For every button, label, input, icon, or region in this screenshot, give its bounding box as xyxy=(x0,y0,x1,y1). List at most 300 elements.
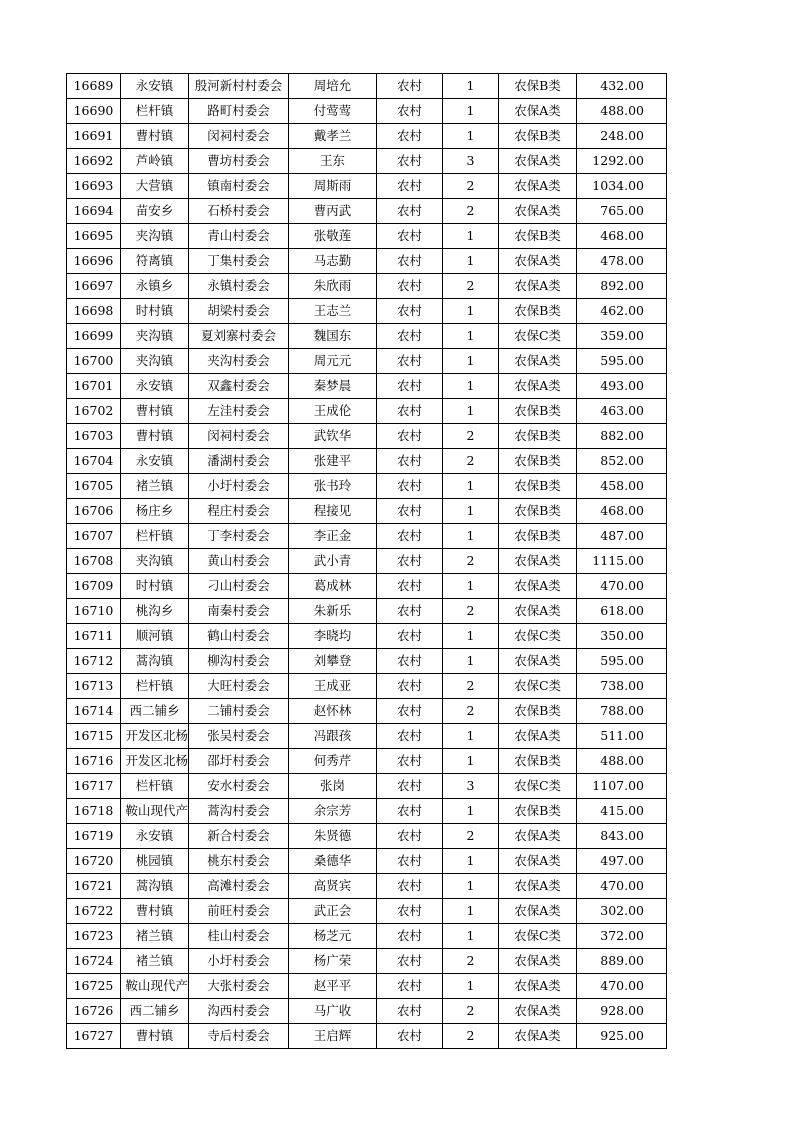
village-cell: 夏刘寨村委会 xyxy=(189,324,289,349)
category-cell: 农保A类 xyxy=(499,274,577,299)
town-cell: 西二铺乡 xyxy=(121,999,189,1024)
amount-cell: 882.00 xyxy=(577,424,667,449)
town-cell: 大营镇 xyxy=(121,174,189,199)
amount-cell: 738.00 xyxy=(577,674,667,699)
amount-cell: 372.00 xyxy=(577,924,667,949)
count-cell: 1 xyxy=(443,874,499,899)
category-cell: 农保A类 xyxy=(499,149,577,174)
type-cell: 农村 xyxy=(377,324,443,349)
amount-cell: 889.00 xyxy=(577,949,667,974)
id-cell: 16701 xyxy=(67,374,121,399)
amount-cell: 892.00 xyxy=(577,274,667,299)
type-cell: 农村 xyxy=(377,674,443,699)
amount-cell: 248.00 xyxy=(577,124,667,149)
category-cell: 农保B类 xyxy=(499,799,577,824)
category-cell: 农保C类 xyxy=(499,674,577,699)
table-row xyxy=(67,749,667,774)
town-cell: 夹沟镇 xyxy=(121,549,189,574)
town-cell: 夹沟镇 xyxy=(121,224,189,249)
category-cell: 农保B类 xyxy=(499,74,577,99)
amount-cell: 788.00 xyxy=(577,699,667,724)
name-cell: 冯跟孩 xyxy=(289,724,377,749)
count-cell: 1 xyxy=(443,74,499,99)
id-cell: 16710 xyxy=(67,599,121,624)
village-cell: 高滩村委会 xyxy=(189,874,289,899)
type-cell: 农村 xyxy=(377,424,443,449)
type-cell: 农村 xyxy=(377,599,443,624)
table-row xyxy=(67,774,667,799)
village-cell: 沟西村委会 xyxy=(189,999,289,1024)
count-cell: 1 xyxy=(443,974,499,999)
category-cell: 农保A类 xyxy=(499,99,577,124)
amount-cell: 928.00 xyxy=(577,999,667,1024)
category-cell: 农保B类 xyxy=(499,749,577,774)
amount-cell: 852.00 xyxy=(577,449,667,474)
id-cell: 16717 xyxy=(67,774,121,799)
name-cell: 杨广荣 xyxy=(289,949,377,974)
town-cell: 永安镇 xyxy=(121,824,189,849)
category-cell: 农保A类 xyxy=(499,999,577,1024)
name-cell: 武正会 xyxy=(289,899,377,924)
id-cell: 16694 xyxy=(67,199,121,224)
id-cell: 16711 xyxy=(67,624,121,649)
count-cell: 1 xyxy=(443,124,499,149)
type-cell: 农村 xyxy=(377,349,443,374)
type-cell: 农村 xyxy=(377,199,443,224)
category-cell: 农保A类 xyxy=(499,724,577,749)
village-cell: 曹坊村委会 xyxy=(189,149,289,174)
amount-cell: 1115.00 xyxy=(577,549,667,574)
category-cell: 农保B类 xyxy=(499,299,577,324)
village-cell: 黄山村委会 xyxy=(189,549,289,574)
village-cell: 小圩村委会 xyxy=(189,949,289,974)
name-cell: 武小青 xyxy=(289,549,377,574)
village-cell: 夹沟村委会 xyxy=(189,349,289,374)
id-cell: 16715 xyxy=(67,724,121,749)
table-row xyxy=(67,199,667,224)
town-cell: 褚兰镇 xyxy=(121,949,189,974)
village-cell: 新合村委会 xyxy=(189,824,289,849)
id-cell: 16689 xyxy=(67,74,121,99)
name-cell: 马志勤 xyxy=(289,249,377,274)
type-cell: 农村 xyxy=(377,649,443,674)
id-cell: 16700 xyxy=(67,349,121,374)
type-cell: 农村 xyxy=(377,1024,443,1049)
town-cell: 栏杆镇 xyxy=(121,674,189,699)
category-cell: 农保A类 xyxy=(499,899,577,924)
category-cell: 农保C类 xyxy=(499,624,577,649)
village-cell: 前旺村委会 xyxy=(189,899,289,924)
amount-cell: 462.00 xyxy=(577,299,667,324)
id-cell: 16698 xyxy=(67,299,121,324)
table-row xyxy=(67,574,667,599)
name-cell: 张敬莲 xyxy=(289,224,377,249)
type-cell: 农村 xyxy=(377,874,443,899)
town-cell: 苗安乡 xyxy=(121,199,189,224)
town-cell: 西二铺乡 xyxy=(121,699,189,724)
table-row xyxy=(67,549,667,574)
count-cell: 1 xyxy=(443,899,499,924)
town-cell: 蒿沟镇 xyxy=(121,649,189,674)
village-cell: 安水村委会 xyxy=(189,774,289,799)
village-cell: 胡梁村委会 xyxy=(189,299,289,324)
amount-cell: 1292.00 xyxy=(577,149,667,174)
type-cell: 农村 xyxy=(377,524,443,549)
name-cell: 周培允 xyxy=(289,74,377,99)
id-cell: 16712 xyxy=(67,649,121,674)
town-cell: 永镇乡 xyxy=(121,274,189,299)
count-cell: 1 xyxy=(443,649,499,674)
table-row xyxy=(67,324,667,349)
town-cell: 永安镇 xyxy=(121,374,189,399)
name-cell: 武钦华 xyxy=(289,424,377,449)
town-cell: 曹村镇 xyxy=(121,399,189,424)
count-cell: 2 xyxy=(443,449,499,474)
amount-cell: 618.00 xyxy=(577,599,667,624)
roster-table-body xyxy=(67,74,667,1049)
category-cell: 农保B类 xyxy=(499,499,577,524)
amount-cell: 765.00 xyxy=(577,199,667,224)
village-cell: 青山村委会 xyxy=(189,224,289,249)
name-cell: 王成伦 xyxy=(289,399,377,424)
count-cell: 1 xyxy=(443,724,499,749)
type-cell: 农村 xyxy=(377,299,443,324)
count-cell: 1 xyxy=(443,349,499,374)
town-cell: 开发区北杨 xyxy=(121,724,189,749)
village-cell: 南秦村委会 xyxy=(189,599,289,624)
count-cell: 1 xyxy=(443,99,499,124)
category-cell: 农保B类 xyxy=(499,424,577,449)
id-cell: 16691 xyxy=(67,124,121,149)
count-cell: 1 xyxy=(443,499,499,524)
category-cell: 农保C类 xyxy=(499,924,577,949)
town-cell: 时村镇 xyxy=(121,574,189,599)
id-cell: 16703 xyxy=(67,424,121,449)
id-cell: 16702 xyxy=(67,399,121,424)
type-cell: 农村 xyxy=(377,799,443,824)
type-cell: 农村 xyxy=(377,699,443,724)
name-cell: 李正金 xyxy=(289,524,377,549)
town-cell: 顺河镇 xyxy=(121,624,189,649)
id-cell: 16721 xyxy=(67,874,121,899)
amount-cell: 468.00 xyxy=(577,224,667,249)
amount-cell: 359.00 xyxy=(577,324,667,349)
amount-cell: 511.00 xyxy=(577,724,667,749)
name-cell: 王成亚 xyxy=(289,674,377,699)
amount-cell: 478.00 xyxy=(577,249,667,274)
amount-cell: 843.00 xyxy=(577,824,667,849)
amount-cell: 458.00 xyxy=(577,474,667,499)
table-row xyxy=(67,599,667,624)
category-cell: 农保A类 xyxy=(499,849,577,874)
name-cell: 张建平 xyxy=(289,449,377,474)
village-cell: 寺后村委会 xyxy=(189,1024,289,1049)
amount-cell: 470.00 xyxy=(577,974,667,999)
town-cell: 时村镇 xyxy=(121,299,189,324)
amount-cell: 925.00 xyxy=(577,1024,667,1049)
id-cell: 16727 xyxy=(67,1024,121,1049)
name-cell: 高贤宾 xyxy=(289,874,377,899)
id-cell: 16695 xyxy=(67,224,121,249)
count-cell: 2 xyxy=(443,599,499,624)
table-row xyxy=(67,449,667,474)
count-cell: 1 xyxy=(443,924,499,949)
category-cell: 农保A类 xyxy=(499,199,577,224)
count-cell: 1 xyxy=(443,249,499,274)
count-cell: 2 xyxy=(443,199,499,224)
town-cell: 曹村镇 xyxy=(121,124,189,149)
amount-cell: 493.00 xyxy=(577,374,667,399)
name-cell: 程接见 xyxy=(289,499,377,524)
count-cell: 2 xyxy=(443,999,499,1024)
table-row xyxy=(67,799,667,824)
name-cell: 李晓均 xyxy=(289,624,377,649)
table-row xyxy=(67,474,667,499)
type-cell: 农村 xyxy=(377,574,443,599)
type-cell: 农村 xyxy=(377,224,443,249)
name-cell: 王东 xyxy=(289,149,377,174)
category-cell: 农保C类 xyxy=(499,774,577,799)
town-cell: 符离镇 xyxy=(121,249,189,274)
town-cell: 曹村镇 xyxy=(121,1024,189,1049)
category-cell: 农保B类 xyxy=(499,124,577,149)
name-cell: 王志兰 xyxy=(289,299,377,324)
town-cell: 蒿沟镇 xyxy=(121,874,189,899)
village-cell: 丁集村委会 xyxy=(189,249,289,274)
id-cell: 16697 xyxy=(67,274,121,299)
id-cell: 16706 xyxy=(67,499,121,524)
category-cell: 农保B类 xyxy=(499,699,577,724)
town-cell: 夹沟镇 xyxy=(121,349,189,374)
type-cell: 农村 xyxy=(377,249,443,274)
name-cell: 朱贤德 xyxy=(289,824,377,849)
id-cell: 16714 xyxy=(67,699,121,724)
type-cell: 农村 xyxy=(377,474,443,499)
village-cell: 大旺村委会 xyxy=(189,674,289,699)
type-cell: 农村 xyxy=(377,99,443,124)
type-cell: 农村 xyxy=(377,174,443,199)
category-cell: 农保A类 xyxy=(499,174,577,199)
id-cell: 16693 xyxy=(67,174,121,199)
amount-cell: 497.00 xyxy=(577,849,667,874)
count-cell: 2 xyxy=(443,424,499,449)
category-cell: 农保A类 xyxy=(499,649,577,674)
count-cell: 1 xyxy=(443,374,499,399)
town-cell: 鞍山现代产 xyxy=(121,974,189,999)
village-cell: 石桥村委会 xyxy=(189,199,289,224)
town-cell: 褚兰镇 xyxy=(121,474,189,499)
type-cell: 农村 xyxy=(377,499,443,524)
table-row xyxy=(67,224,667,249)
table-row xyxy=(67,674,667,699)
count-cell: 2 xyxy=(443,174,499,199)
village-cell: 小圩村委会 xyxy=(189,474,289,499)
amount-cell: 432.00 xyxy=(577,74,667,99)
name-cell: 朱欣雨 xyxy=(289,274,377,299)
type-cell: 农村 xyxy=(377,774,443,799)
village-cell: 路町村委会 xyxy=(189,99,289,124)
id-cell: 16723 xyxy=(67,924,121,949)
name-cell: 何秀芹 xyxy=(289,749,377,774)
type-cell: 农村 xyxy=(377,974,443,999)
type-cell: 农村 xyxy=(377,824,443,849)
table-row xyxy=(67,724,667,749)
town-cell: 杨庄乡 xyxy=(121,499,189,524)
count-cell: 2 xyxy=(443,549,499,574)
category-cell: 农保B类 xyxy=(499,474,577,499)
category-cell: 农保A类 xyxy=(499,974,577,999)
id-cell: 16704 xyxy=(67,449,121,474)
count-cell: 2 xyxy=(443,1024,499,1049)
name-cell: 张岗 xyxy=(289,774,377,799)
category-cell: 农保A类 xyxy=(499,599,577,624)
category-cell: 农保B类 xyxy=(499,224,577,249)
table-row xyxy=(67,174,667,199)
amount-cell: 415.00 xyxy=(577,799,667,824)
table-row xyxy=(67,999,667,1024)
name-cell: 葛成林 xyxy=(289,574,377,599)
town-cell: 芦岭镇 xyxy=(121,149,189,174)
name-cell: 赵怀林 xyxy=(289,699,377,724)
type-cell: 农村 xyxy=(377,124,443,149)
category-cell: 农保A类 xyxy=(499,249,577,274)
village-cell: 邵圩村委会 xyxy=(189,749,289,774)
category-cell: 农保A类 xyxy=(499,349,577,374)
type-cell: 农村 xyxy=(377,999,443,1024)
id-cell: 16722 xyxy=(67,899,121,924)
category-cell: 农保A类 xyxy=(499,1024,577,1049)
type-cell: 农村 xyxy=(377,74,443,99)
amount-cell: 350.00 xyxy=(577,624,667,649)
id-cell: 16696 xyxy=(67,249,121,274)
category-cell: 农保A类 xyxy=(499,574,577,599)
name-cell: 杨芝元 xyxy=(289,924,377,949)
category-cell: 农保A类 xyxy=(499,949,577,974)
table-row xyxy=(67,974,667,999)
table-row xyxy=(67,924,667,949)
amount-cell: 595.00 xyxy=(577,349,667,374)
village-cell: 永镇村委会 xyxy=(189,274,289,299)
type-cell: 农村 xyxy=(377,924,443,949)
count-cell: 1 xyxy=(443,224,499,249)
name-cell: 曹丙武 xyxy=(289,199,377,224)
village-cell: 二铺村委会 xyxy=(189,699,289,724)
table-row xyxy=(67,824,667,849)
id-cell: 16713 xyxy=(67,674,121,699)
name-cell: 付莺莺 xyxy=(289,99,377,124)
table-row xyxy=(67,649,667,674)
table-row xyxy=(67,949,667,974)
category-cell: 农保A类 xyxy=(499,374,577,399)
type-cell: 农村 xyxy=(377,899,443,924)
town-cell: 永安镇 xyxy=(121,74,189,99)
village-cell: 大张村委会 xyxy=(189,974,289,999)
table-row xyxy=(67,349,667,374)
type-cell: 农村 xyxy=(377,849,443,874)
table-row xyxy=(67,149,667,174)
table-row xyxy=(67,124,667,149)
name-cell: 赵平平 xyxy=(289,974,377,999)
name-cell: 朱新乐 xyxy=(289,599,377,624)
count-cell: 2 xyxy=(443,274,499,299)
table-row xyxy=(67,424,667,449)
id-cell: 16708 xyxy=(67,549,121,574)
count-cell: 1 xyxy=(443,624,499,649)
village-cell: 殷河新村村委会 xyxy=(189,74,289,99)
count-cell: 2 xyxy=(443,824,499,849)
village-cell: 蒿沟村委会 xyxy=(189,799,289,824)
town-cell: 曹村镇 xyxy=(121,424,189,449)
table-row xyxy=(67,1024,667,1049)
count-cell: 1 xyxy=(443,524,499,549)
table-row xyxy=(67,74,667,99)
amount-cell: 487.00 xyxy=(577,524,667,549)
count-cell: 1 xyxy=(443,749,499,774)
name-cell: 桑德华 xyxy=(289,849,377,874)
table-row xyxy=(67,524,667,549)
village-cell: 鹤山村委会 xyxy=(189,624,289,649)
amount-cell: 595.00 xyxy=(577,649,667,674)
id-cell: 16705 xyxy=(67,474,121,499)
table-row xyxy=(67,399,667,424)
town-cell: 栏杆镇 xyxy=(121,99,189,124)
category-cell: 农保B类 xyxy=(499,399,577,424)
type-cell: 农村 xyxy=(377,274,443,299)
village-cell: 程庄村委会 xyxy=(189,499,289,524)
type-cell: 农村 xyxy=(377,724,443,749)
count-cell: 2 xyxy=(443,949,499,974)
id-cell: 16690 xyxy=(67,99,121,124)
name-cell: 秦梦晨 xyxy=(289,374,377,399)
count-cell: 2 xyxy=(443,699,499,724)
type-cell: 农村 xyxy=(377,549,443,574)
name-cell: 马广收 xyxy=(289,999,377,1024)
category-cell: 农保B类 xyxy=(499,524,577,549)
amount-cell: 488.00 xyxy=(577,99,667,124)
village-cell: 闵祠村委会 xyxy=(189,124,289,149)
category-cell: 农保C类 xyxy=(499,324,577,349)
town-cell: 鞍山现代产 xyxy=(121,799,189,824)
table-row xyxy=(67,849,667,874)
town-cell: 桃园镇 xyxy=(121,849,189,874)
table-row xyxy=(67,274,667,299)
category-cell: 农保A类 xyxy=(499,549,577,574)
village-cell: 左洼村委会 xyxy=(189,399,289,424)
village-cell: 桂山村委会 xyxy=(189,924,289,949)
count-cell: 3 xyxy=(443,774,499,799)
id-cell: 16719 xyxy=(67,824,121,849)
id-cell: 16707 xyxy=(67,524,121,549)
village-cell: 闵祠村委会 xyxy=(189,424,289,449)
type-cell: 农村 xyxy=(377,749,443,774)
id-cell: 16725 xyxy=(67,974,121,999)
type-cell: 农村 xyxy=(377,374,443,399)
table-row xyxy=(67,624,667,649)
name-cell: 魏国东 xyxy=(289,324,377,349)
count-cell: 1 xyxy=(443,799,499,824)
id-cell: 16716 xyxy=(67,749,121,774)
name-cell: 周斯雨 xyxy=(289,174,377,199)
village-cell: 桃东村委会 xyxy=(189,849,289,874)
type-cell: 农村 xyxy=(377,449,443,474)
category-cell: 农保A类 xyxy=(499,874,577,899)
town-cell: 永安镇 xyxy=(121,449,189,474)
id-cell: 16718 xyxy=(67,799,121,824)
category-cell: 农保A类 xyxy=(499,824,577,849)
roster-table xyxy=(66,73,667,1049)
table-row xyxy=(67,249,667,274)
table-row xyxy=(67,99,667,124)
